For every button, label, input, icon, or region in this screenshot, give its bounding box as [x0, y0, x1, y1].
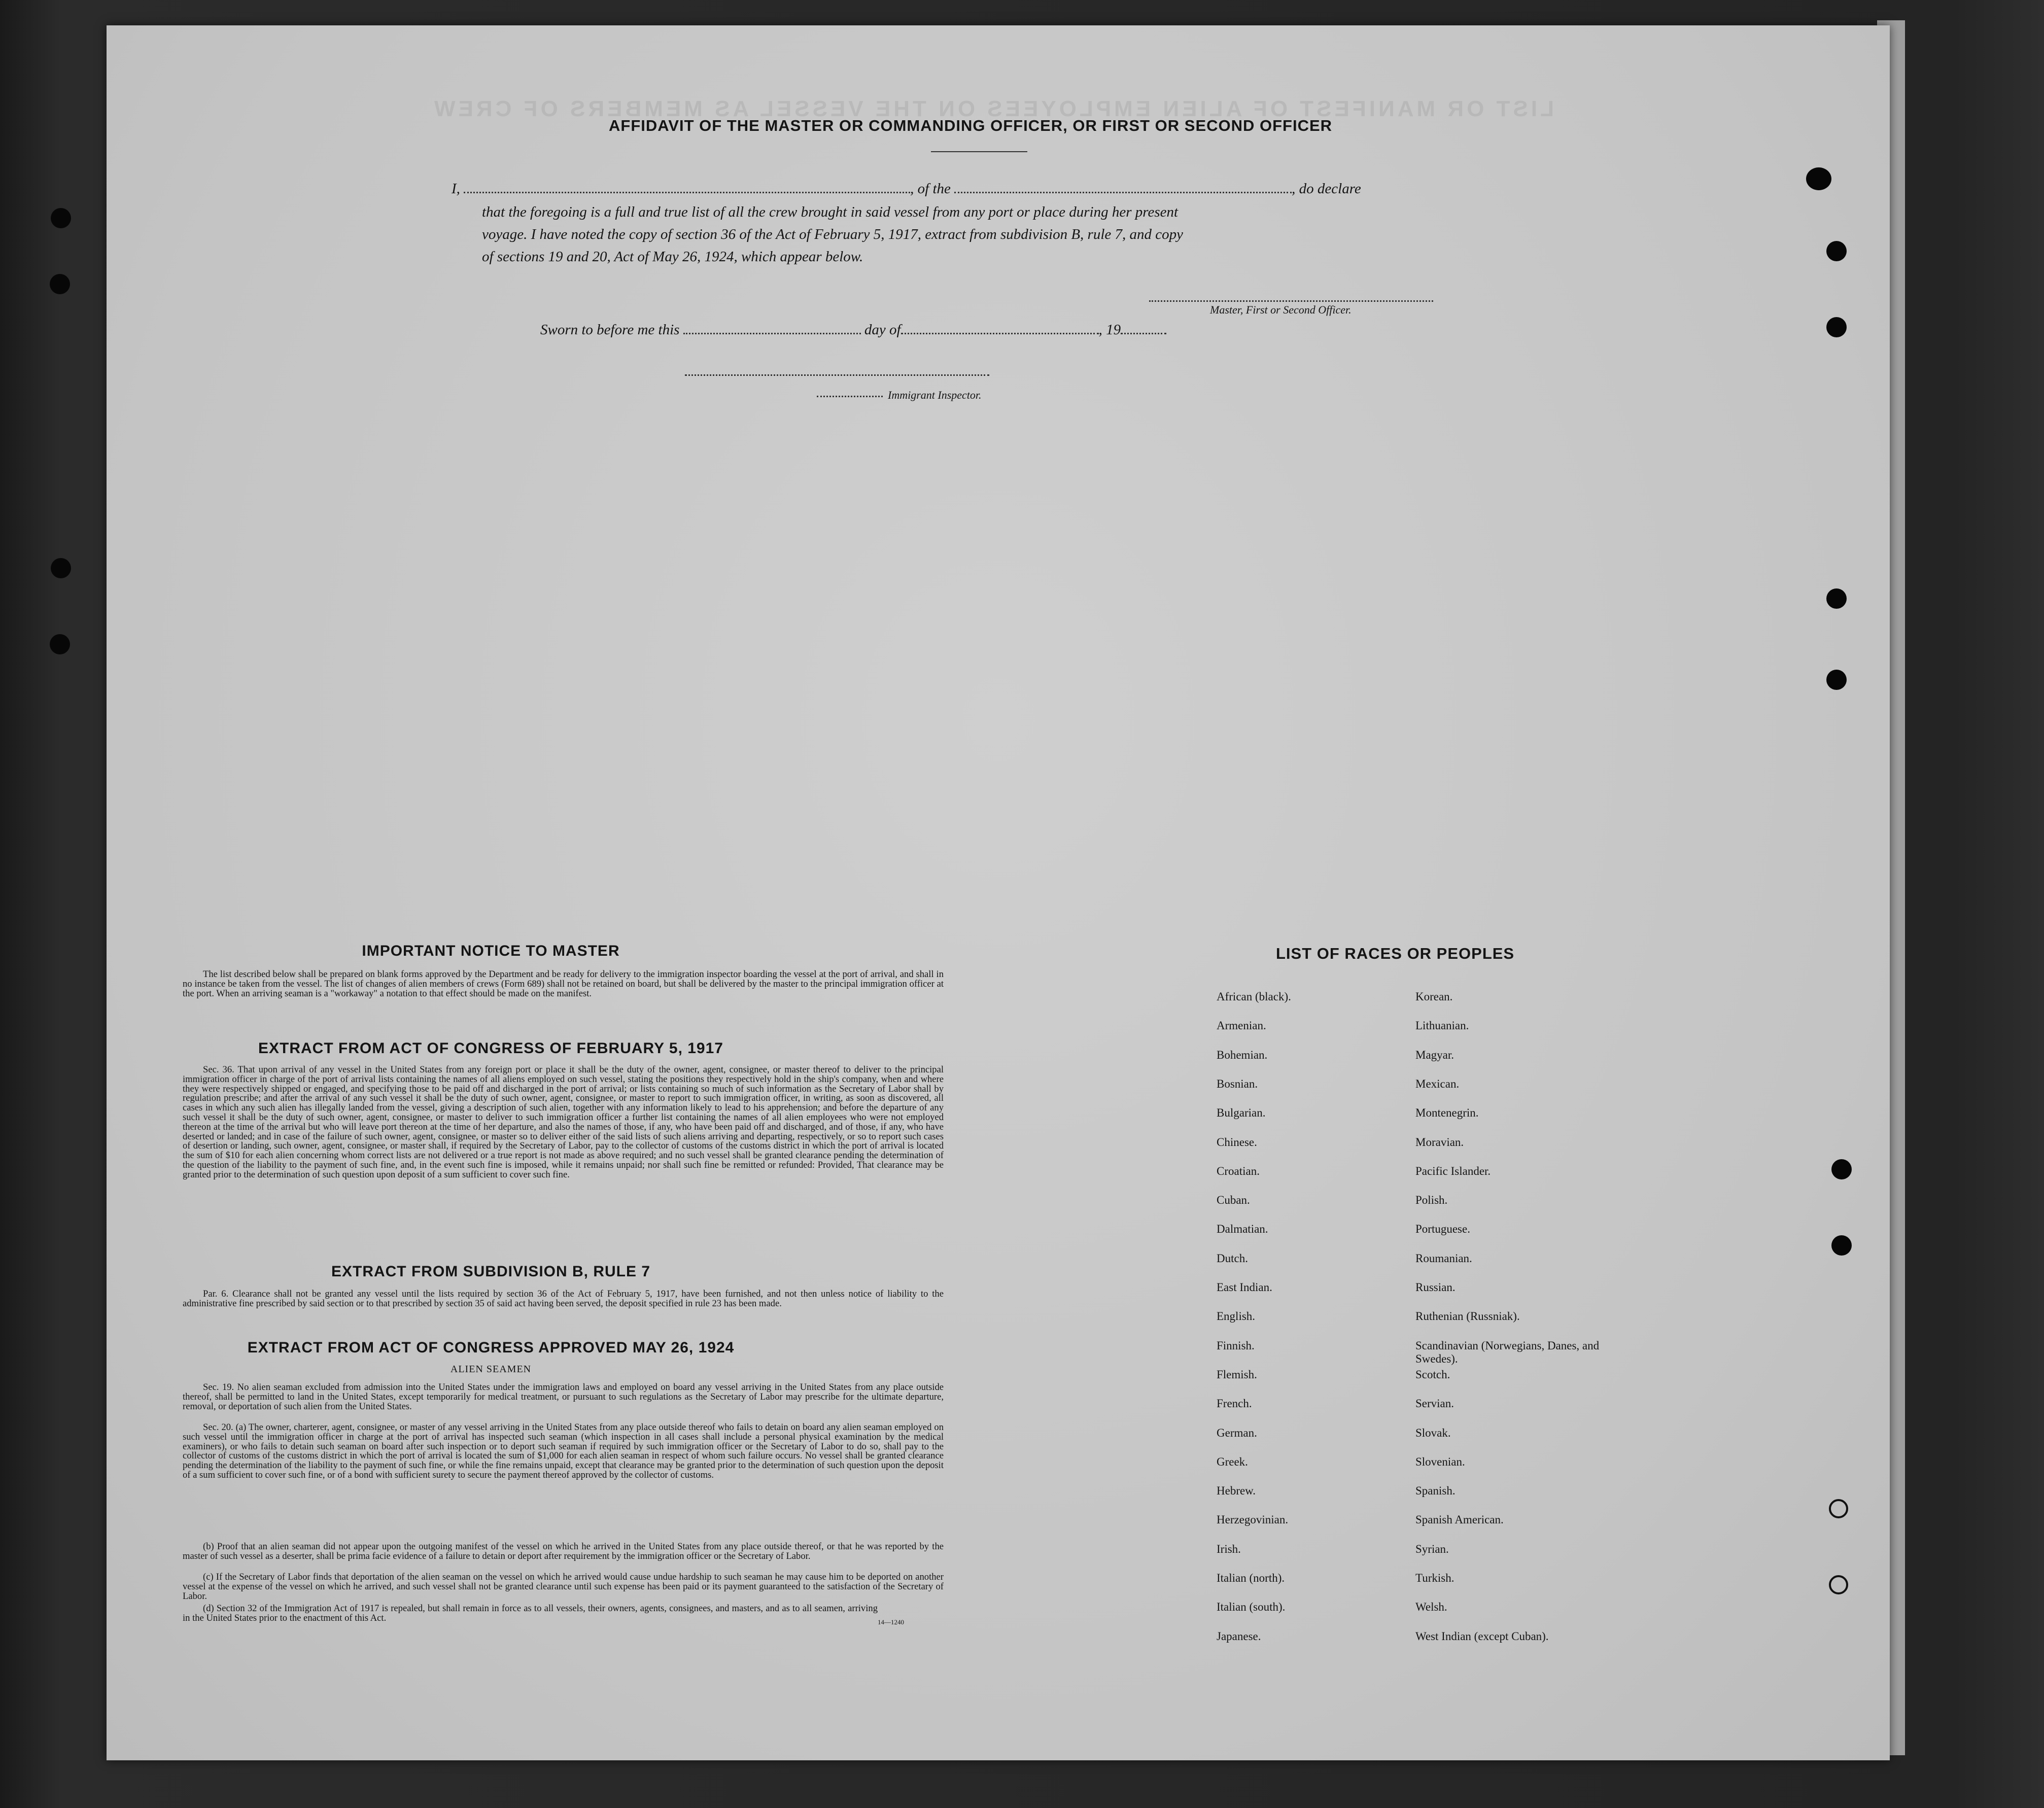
sworn-text: Sworn to before me this: [540, 322, 680, 338]
race-item: Mexican.: [1415, 1077, 1460, 1090]
extract-rule7-title: EXTRACT FROM SUBDIVISION B, RULE 7: [331, 1263, 651, 1280]
punch-hole: [51, 558, 71, 578]
race-item: Moravian.: [1415, 1135, 1464, 1149]
race-item: African (black).: [1217, 990, 1291, 1003]
punch-hole: [1826, 588, 1847, 609]
race-item: German.: [1217, 1426, 1257, 1439]
races-title: LIST OF RACES OR PEOPLES: [1276, 945, 1515, 962]
master-caption: Master, First or Second Officer.: [1210, 303, 1352, 316]
race-item: Welsh.: [1415, 1601, 1447, 1614]
inspector-short-line: [817, 396, 883, 397]
race-item: Italian (north).: [1217, 1572, 1285, 1584]
race-item: West Indian (except Cuban).: [1415, 1629, 1549, 1643]
affidavit-title: AFFIDAVIT OF THE MASTER OR COMMANDING OFFICER, OR FIRST OR SECOND OFFICER: [609, 117, 1333, 134]
race-item: Dutch.: [1217, 1251, 1248, 1265]
sec19-text: Sec. 19. No alien seaman excluded from admission into the United States under the immigration laws and employed on board any vessel arriving in the United States from any place outside thereof, shall be permitted to land in the United States, except temporarily for medical treatment, or pursuant to such regulations as the Secretary of Labor may prescribe for the ultimate departure, removal, or deportation of such alien from the United States.: [183, 1382, 944, 1412]
race-item: Magyar.: [1415, 1048, 1454, 1061]
document-page: [107, 25, 1890, 1760]
sec20b-text: (b) Proof that an alien seaman did not appear upon the outgoing manifest of the vessel on which he arrived in the United States from any place outside thereof, or that he was reported by the master of such vessel as a deserter, shall be prima facie evidence of a failure to detain or deport after requirement by the immigration officer or the Secretary of Labor.: [183, 1541, 944, 1561]
punch-hole: [1831, 1235, 1852, 1256]
race-item: Irish.: [1217, 1542, 1241, 1555]
year-blank: [1121, 332, 1166, 334]
race-item: Pacific Islander.: [1415, 1164, 1491, 1177]
punch-hole: [50, 274, 70, 294]
race-item: Roumanian.: [1415, 1251, 1472, 1265]
sec20c-text: (c) If the Secretary of Labor finds that deportation of the alien seaman on the vessel on which he arrived would cause undue hardship to such seaman he may cause him to be deported on another vessel at the expense of the vessel on which he arrived, and such vessel shall not be granted clearance until such expense has been paid or its payment guaranteed to the satisfaction of the Secretary of Labor.: [183, 1572, 944, 1602]
race-item: Greek.: [1217, 1455, 1248, 1468]
extract-1917-text: Sec. 36. That upon arrival of any vessel in the United States from any foreign port or place it shall be the duty of the owner, agent, consignee, or master thereof to deliver to the principal immigration officer in charge of the port of arrival lists containing the names of all aliens employed on such vessel, stating the positions they respectively hold in the ship's company, when and where they were respectively shipped or engaged, and specifying those to be paid off and discharged in the port of arrival; or lists containing so much of such information as the Secretary of Labor shall by regulation prescribe; and after the arrival of any such vessel it shall be the duty of such owner, agent, consignee, or master to report to such immigration officer, in writing, as soon as discovered, all cases in which any such alien has illegally landed from the vessel, giving a description of such alien, together with any information likely to lead to his apprehension; and before the departure of any such vessel it shall be the duty of such owner, agent, consignee, or master to deliver to such immigration officer a further list containing the names of all alien employees who were not employed thereon at the time of the arrival but who will leave port thereon at the time of her departure, and also the names of those, if any, who have been paid off and discharged, and of those, if any, who have deserted or landed; and in case of the failure of such owner, agent, consignee, or master so to deliver either of the said lists of such aliens arriving and departing, respectively, or so to report such cases of desertion or landing, such owner, agent, consignee, or master shall, if required by the Secretary of Labor, pay to the collector of customs of the customs district in which the port of arrival is located the sum of $10 for each alien concerning whom correct lists are not delivered or a true report is not made as above required; and no such vessel shall be granted clearance pending the determination of the question of the liability to the payment of such fine, and, in the event such fine is imposed, while it remains unpaid; nor shall such fine be remitted or refunded: Provided, That clearance may be granted prior to the determination of such question upon deposit of a sum sufficient to cover such fine.: [183, 1064, 944, 1180]
sec20d-text: (d) Section 32 of the Immigration Act of 1917 is repealed, but shall remain in force as to all vessels, their owners, agents, consignees, and masters, and as to all seamen, arriving in the United States prior to the enactment of this Act.: [183, 1603, 878, 1623]
race-item: Polish.: [1415, 1194, 1448, 1207]
race-item: Hebrew.: [1217, 1484, 1256, 1498]
race-item: French.: [1217, 1397, 1252, 1410]
race-item: Cuban.: [1217, 1194, 1250, 1207]
punch-hole: [1826, 241, 1847, 261]
race-item: Slovenian.: [1415, 1455, 1465, 1468]
race-item: Armenian.: [1217, 1019, 1266, 1032]
punch-hole: [1829, 1575, 1848, 1594]
affidavit-text-line: that the foregoing is a full and true list of all the crew brought in said vessel from any port or place during her present: [482, 204, 1179, 220]
affidavit-i: I,: [452, 181, 460, 197]
race-item: Scandinavian (Norwegians, Danes, and Swedes).: [1415, 1339, 1600, 1365]
race-item: Finnish.: [1217, 1339, 1255, 1352]
punch-hole: [1826, 670, 1847, 690]
master-signature-line: [1149, 300, 1433, 302]
month-blank: [901, 332, 1099, 334]
notice-title: IMPORTANT NOTICE TO MASTER: [362, 943, 620, 959]
form-number: 14—1240: [878, 1618, 904, 1626]
punch-hole: [1806, 167, 1831, 190]
race-item: Slovak.: [1415, 1426, 1451, 1439]
affidavit-text-line: of sections 19 and 20, Act of May 26, 1924, which appear below.: [482, 249, 863, 265]
race-item: Flemish.: [1217, 1368, 1257, 1381]
bleed-through-header: LIST OR MANIFEST OF ALIEN EMPLOYEES ON THE VESSEL AS MEMBERS OF CREW: [431, 96, 1554, 121]
race-item: Bosnian.: [1217, 1077, 1258, 1090]
race-item: Turkish.: [1415, 1572, 1454, 1584]
inspector-signature-line: [685, 374, 989, 376]
punch-hole: [1829, 1499, 1848, 1518]
affidavit-declaration-line: [452, 178, 1361, 200]
day-of-text: day of: [864, 322, 901, 338]
race-item: Dalmatian.: [1217, 1223, 1268, 1236]
name-blank: [464, 191, 910, 193]
title-underline: [931, 151, 1027, 152]
notice-text: The list described below shall be prepared on blank forms approved by the Department and be ready for delivery to the immigration inspector boarding the vessel at the port of arrival, and shall in no instance be taken from the vessel. The list of changes of alien members of crews (Form 689) shall not be retained on board, but shall be delivered by the master to the principal immigration officer at the port. When an arriving seaman is a "workaway" a notation to that effect should be made on the manifest.: [183, 969, 944, 999]
race-item: Korean.: [1415, 990, 1453, 1003]
race-item: Montenegrin.: [1415, 1106, 1479, 1120]
sworn-day-blank: [683, 332, 861, 334]
sworn-line: [540, 319, 1166, 341]
extract-1917-title: EXTRACT FROM ACT OF CONGRESS OF FEBRUARY 5, 1917: [258, 1040, 723, 1057]
affidavit-declare: , do declare: [1292, 181, 1361, 197]
punch-hole: [1831, 1159, 1852, 1179]
race-item: Russian.: [1415, 1281, 1456, 1294]
extract-1924-title: EXTRACT FROM ACT OF CONGRESS APPROVED MAY 26, 1924: [247, 1339, 735, 1356]
race-item: Spanish American.: [1415, 1513, 1504, 1526]
affidavit-of-the: , of the: [910, 181, 951, 197]
race-item: English.: [1217, 1310, 1256, 1323]
race-item: Portuguese.: [1415, 1223, 1470, 1236]
race-item: Herzegovinian.: [1217, 1513, 1289, 1526]
affidavit-text-line: voyage. I have noted the copy of section 36 of the Act of February 5, 1917, extract from subdivision B, rule 7, and copy: [482, 226, 1184, 242]
race-item: Bulgarian.: [1217, 1106, 1266, 1120]
punch-hole: [51, 208, 71, 228]
year-text: , 19: [1098, 322, 1121, 338]
race-item: Scotch.: [1415, 1368, 1450, 1381]
race-item: Servian.: [1415, 1397, 1454, 1410]
race-item: Japanese.: [1217, 1629, 1261, 1643]
race-item: Spanish.: [1415, 1484, 1456, 1498]
race-item: Lithuanian.: [1415, 1019, 1469, 1032]
race-item: East Indian.: [1217, 1281, 1272, 1294]
extract-rule7-text: Par. 6. Clearance shall not be granted any vessel until the lists required by section 36 of the Act of February 5, 1917, have been furnished, and not then unless notice of liability to the administrative fine prescribed by said section or to that prescribed by section 35 of said act having been served, the deposit specified in rule 23 has been made.: [183, 1289, 944, 1309]
race-item: Italian (south).: [1217, 1601, 1286, 1614]
race-item: Ruthenian (Russniak).: [1415, 1310, 1520, 1323]
punch-hole: [1826, 317, 1847, 337]
race-item: Syrian.: [1415, 1542, 1449, 1555]
race-item: Bohemian.: [1217, 1048, 1268, 1061]
race-item: Chinese.: [1217, 1135, 1257, 1149]
sec20a-text: Sec. 20. (a) The owner, charterer, agent, consignee, or master of any vessel arriving in the United States from any place outside thereof who fails to detain on board any alien seaman employed on such vessel until the immigration officer in charge at the port of arrival has inspected such seaman (which inspection in all cases shall include a personal physical examination by the medical examiners), or who fails to detain such seaman on board after such inspection or to deport such seaman if required by such immigration officer or the Secretary of Labor to do so, shall pay to the collector of customs of the customs district in which the port of arrival is located the sum of $1,000 for each alien seaman in respect of whom such failure occurs. No vessel shall be granted clearance pending the determination of the liability to the payment of such fine, or while the fine remains unpaid, except that clearance may be granted prior to the determination of such question upon the deposit of a sum sufficient to cover such fine, or of a bond with sufficient surety to secure the payment thereof approved by the collector of customs.: [183, 1422, 944, 1480]
vessel-blank: [954, 191, 1292, 193]
alien-seamen-subtitle: ALIEN SEAMEN: [450, 1364, 532, 1375]
inspector-caption: Immigrant Inspector.: [888, 389, 982, 401]
punch-hole: [50, 634, 70, 654]
race-item: Croatian.: [1217, 1164, 1260, 1177]
